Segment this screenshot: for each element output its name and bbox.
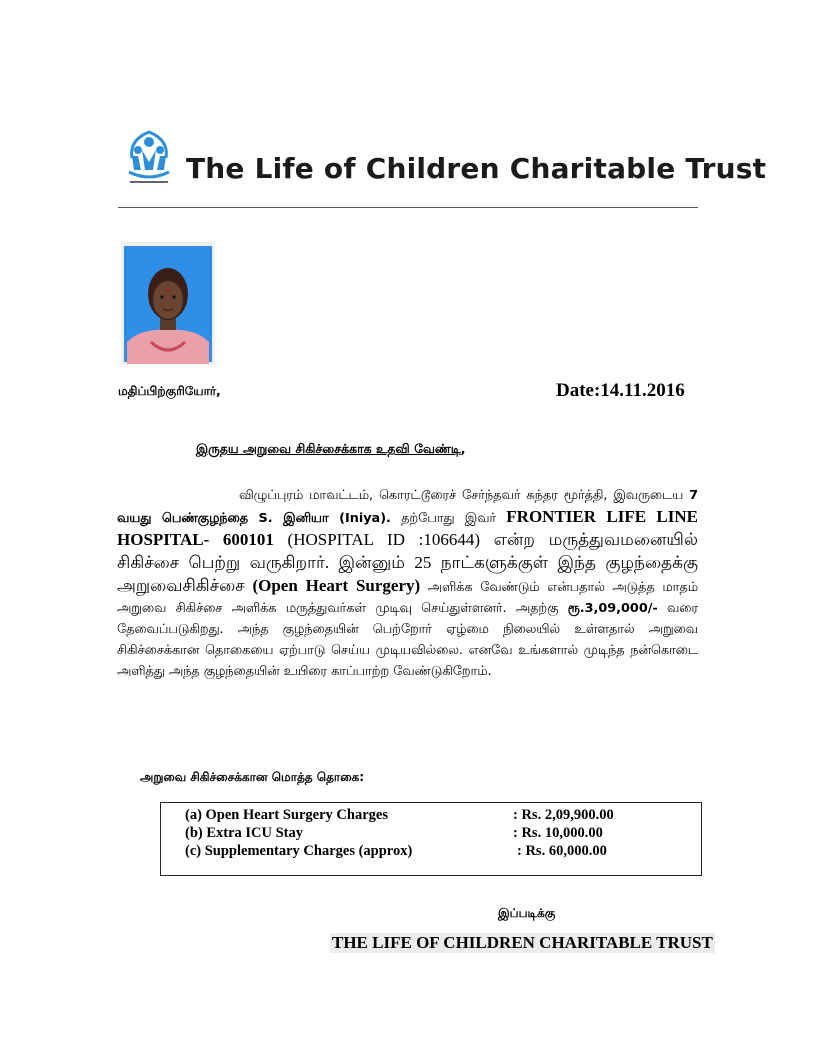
subject-punct: , <box>460 441 466 456</box>
salutation: மதிப்பிற்குரியோர், <box>118 384 221 398</box>
charge-amount: : Rs. 10,000.00 <box>513 825 603 841</box>
body-part-4: அளிக்க வேண்டும் என்பதால் அடுத்த மாதம் அறுவை சிகிச்சை அளிக்க மருத்துவர்கள் முடிவு செய்துள்ளனர். அதற்கு <box>117 580 698 616</box>
closing: இப்படிக்கு <box>498 906 556 920</box>
charge-label: (b) Extra ICU Stay <box>185 825 304 841</box>
letter-date: Date:14.11.2016 <box>556 380 685 401</box>
children-trust-logo-icon <box>124 128 174 188</box>
subject-text: இருதய அறுவை சிகிச்சைக்காக உதவி வேண்டி <box>196 441 461 456</box>
letter-subject <box>196 441 466 458</box>
charge-label: (c) Supplementary Charges (approx) <box>185 843 413 859</box>
hospital-name: FRONTIER LIFE LINE HOSPITAL- 600101 <box>117 507 698 549</box>
body-part-3: (HOSPITAL ID :106644) என்ற மருத்துவமனையில் சிகிச்சை பெற்று வருகிறார். இன்னும் 25 நாட்களுக்குள் இந்த குழந்தைக்கு அறுவைசிகிச்சை <box>117 530 698 595</box>
letter-body <box>117 485 698 682</box>
organization-title: The Life of Children Charitable Trust <box>186 152 767 185</box>
surgery-type: (Open Heart Surgery) <box>252 576 421 595</box>
required-amount: ரூ.3,09,000/- <box>567 601 658 616</box>
charge-amount: : Rs. 2,09,900.00 <box>513 807 614 823</box>
body-part-5: வரை தேவைப்படுகிறது. அந்த குழந்தையின் பெற்றோர் ஏழ்மை நிலையில் உள்ளதால் அறுவை சிகிச்சைக்கான தொகையை ஏற்பாடு செய்ய முடியவில்லை. எனவே உங்களால் முடிந்த நன்கொடை அளித்து அந்த குழந்தையின் உயிரை காப்பாற்ற வேண்டுகிறோம். <box>117 601 698 679</box>
body-part-2: தற்போது இவர் <box>390 511 507 526</box>
child-photo <box>121 242 215 364</box>
charge-amount: : Rs. 60,000.00 <box>517 843 607 859</box>
body-part-1: விழுப்புரம் மாவட்டம், கொரட்டூரைச் சேர்ந்தவர் சுந்தர மூர்த்தி, இவருடைய <box>239 488 690 503</box>
total-heading: அறுவை சிகிச்சைக்கான மொத்த தொகை: <box>140 770 365 784</box>
signature-organization: THE LIFE OF CHILDREN CHARITABLE TRUST <box>332 933 713 952</box>
child-details: 7 வயது பெண்குழந்தை S. இனியா (Iniya). <box>117 488 698 526</box>
charge-label: (a) Open Heart Surgery Charges <box>185 807 388 823</box>
header-divider <box>118 207 698 208</box>
charges-table <box>160 802 702 876</box>
